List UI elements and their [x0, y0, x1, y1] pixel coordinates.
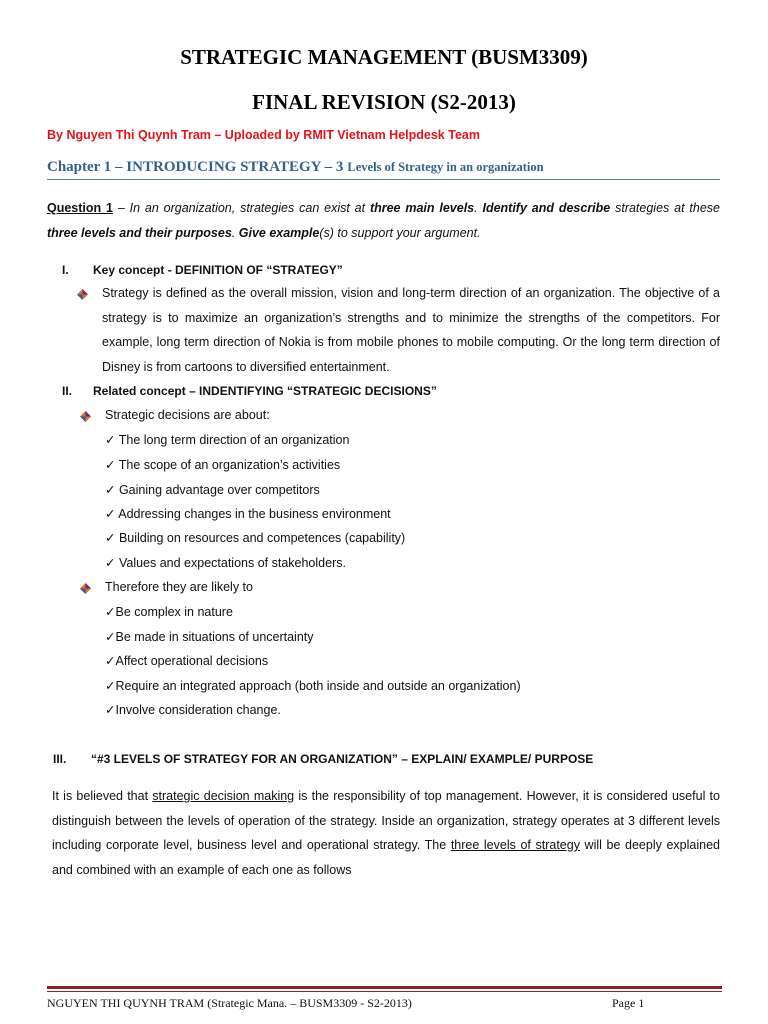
list-item — [105, 506, 391, 521]
check-mark-icon: ✓ — [105, 605, 116, 619]
section-2-title: Related concept – INDENTIFYING “STRATEGIC DECISIONS” — [93, 384, 437, 398]
list-item — [105, 432, 349, 447]
diamond-bullet-icon — [80, 411, 91, 422]
check-mark-icon: ✓ — [105, 507, 119, 521]
check-mark-icon: ✓ — [105, 433, 119, 447]
list-item — [105, 555, 346, 570]
paragraph-text: will be deeply explained and combined with an example of each one as follows — [52, 838, 720, 877]
list-item — [105, 604, 233, 619]
section-3-title: “#3 LEVELS OF STRATEGY FOR AN ORGANIZATION” – EXPLAIN/ EXAMPLE/ PURPOSE — [91, 752, 594, 766]
question-text: – — [112, 201, 130, 215]
list-item — [105, 678, 521, 693]
list-item-text: The scope of an organization’s activities — [118, 458, 341, 472]
list-item-text: Addressing changes in the business environment — [118, 507, 391, 521]
byline: By Nguyen Thi Quynh Tram – Uploaded by RMIT Vietnam Helpdesk Team — [47, 128, 480, 142]
diamond-bullet-icon — [77, 289, 88, 300]
section-1-title: Key concept - DEFINITION OF “STRATEGY” — [93, 263, 343, 277]
likely-to-intro: Therefore they are likely to — [105, 580, 253, 594]
check-mark-icon: ✓ — [105, 679, 116, 693]
footer-rule-thin — [47, 991, 722, 992]
list-item — [105, 482, 320, 497]
list-item — [105, 653, 268, 668]
question-text: strategies at these — [610, 201, 720, 215]
list-item — [105, 702, 281, 717]
document-subtitle: FINAL REVISION (S2-2013) — [252, 90, 516, 114]
list-item-text: Require an integrated approach (both inside and outside an organization) — [115, 679, 521, 693]
page-number: Page 1 — [612, 996, 645, 1010]
check-mark-icon: ✓ — [105, 483, 119, 497]
section-3-number: III. — [53, 752, 67, 766]
question-paragraph — [47, 196, 720, 245]
list-item — [105, 530, 405, 545]
list-item-text: Be made in situations of uncertainty — [115, 630, 314, 644]
question-text: . — [474, 201, 483, 215]
question-label: Question 1 — [47, 201, 113, 215]
question-text: (s) to support your argument. — [319, 225, 481, 240]
document-title: STRATEGIC MANAGEMENT (BUSM3309) — [180, 45, 588, 69]
check-mark-icon: ✓ — [105, 630, 116, 644]
chapter-heading — [47, 158, 720, 180]
check-mark-icon: ✓ — [105, 458, 119, 472]
question-emphasis: Identify and describe — [482, 201, 611, 215]
list-item-text: Values and expectations of stakeholders. — [118, 556, 346, 570]
list-item-text: The long term direction of an organization — [118, 433, 350, 447]
paragraph-text: It is believed that — [52, 789, 153, 803]
levels-paragraph — [52, 784, 720, 882]
paragraph-emphasis: three levels of strategy — [450, 838, 580, 853]
list-item-text: Building on resources and competences (capability) — [118, 531, 406, 545]
paragraph-emphasis: strategic decision making — [152, 789, 295, 803]
question-text: In an organization, strategies can exist at — [129, 201, 370, 215]
question-text: . — [231, 225, 239, 240]
list-item-text: Involve consideration change. — [115, 703, 281, 717]
paragraph-text: is the responsibility of top management. However, it is considered useful to distinguish between the levels of operation of the strategy. Inside an organization, strategy operates at 3 different levels including corporate level, business level and operational strategy. The — [52, 789, 720, 853]
check-mark-icon: ✓ — [105, 654, 116, 668]
list-item — [105, 629, 314, 644]
section-1-number: I. — [62, 263, 69, 277]
question-emphasis: three main levels — [369, 201, 475, 215]
list-item-text: Gaining advantage over competitors — [118, 483, 320, 497]
footer-rule — [47, 986, 722, 989]
list-item-text: Affect operational decisions — [115, 654, 269, 668]
strategic-decisions-intro: Strategic decisions are about: — [105, 408, 270, 422]
question-emphasis: three levels and their purposes — [47, 225, 232, 240]
check-mark-icon: ✓ — [105, 703, 116, 717]
chapter-title: Chapter 1 – INTRODUCING STRATEGY – 3 — [47, 159, 344, 175]
check-mark-icon: ✓ — [105, 531, 119, 545]
question-emphasis: Give example — [238, 225, 320, 240]
section-2-number: II. — [62, 384, 73, 398]
footer-author: NGUYEN THI QUYNH TRAM (Strategic Mana. – BUSM3309 - S2-2013) — [47, 996, 412, 1010]
check-mark-icon: ✓ — [105, 556, 119, 570]
list-item-text: Be complex in nature — [115, 605, 233, 619]
chapter-subtitle: Levels of Strategy in an organization — [347, 160, 544, 174]
list-item — [105, 457, 340, 472]
diamond-bullet-icon — [80, 583, 91, 594]
strategy-definition-text: Strategy is defined as the overall mission, vision and long-term direction of an organization. The objective of a strategy is to maximize an organization’s strengths and to minimize the strengths of the competitors. For example, long term direction of Nokia is from mobile phones to mobile computing. Or the long term direction of Disney is from cartoons to diversified entertainment. — [102, 286, 720, 374]
